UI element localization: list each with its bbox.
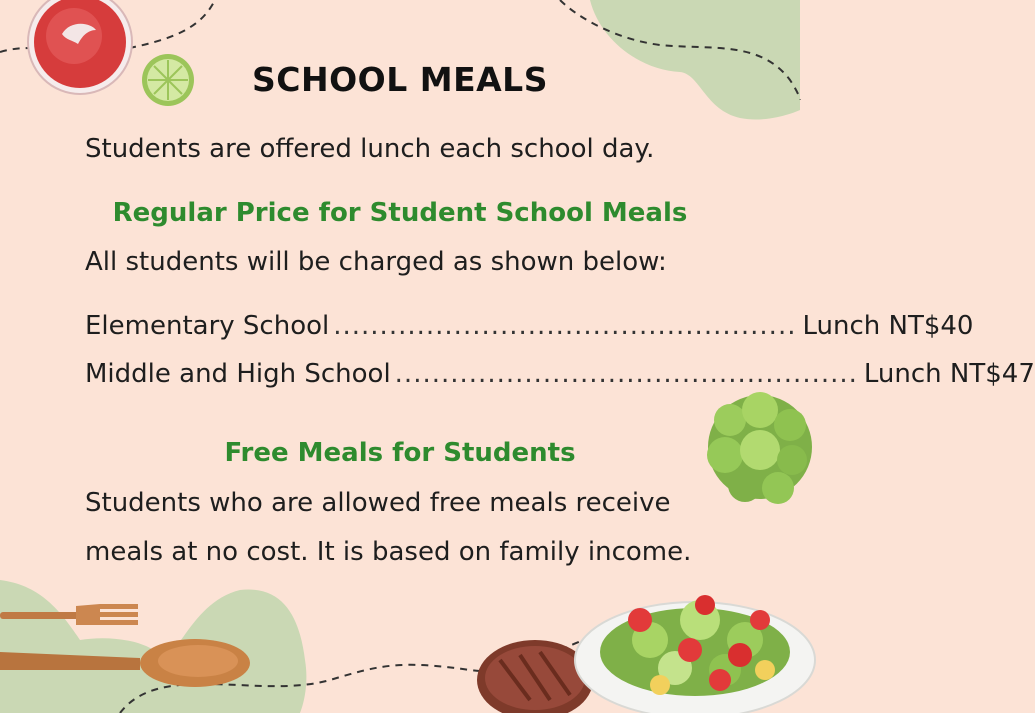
lunch-price: Lunch NT$40 — [802, 311, 974, 341]
dot-leader: .................................................. — [333, 311, 797, 341]
price-row-elementary — [85, 311, 974, 341]
regular-price-heading: Regular Price for Student School Meals — [112, 198, 688, 228]
school-level-label: Elementary School — [85, 311, 330, 341]
intro-text: Students are offered lunch each school day. — [85, 134, 655, 164]
green-blob-bottom-left — [0, 580, 306, 713]
regular-price-subtext: All students will be charged as shown below: — [85, 247, 667, 277]
free-meals-line-1: Students who are allowed free meals receive — [85, 488, 671, 518]
page-title: SCHOOL MEALS — [252, 60, 548, 99]
free-meals-heading: Free Meals for Students — [224, 438, 576, 468]
dot-leader: .................................................. — [394, 359, 858, 389]
free-meals-line-2: meals at no cost. It is based on family income. — [85, 537, 692, 567]
salad-plate-icon — [575, 595, 815, 713]
school-level-label: Middle and High School — [85, 359, 391, 389]
lunch-price: Lunch NT$47 — [863, 359, 1035, 389]
price-row-middle-high — [85, 359, 1035, 389]
